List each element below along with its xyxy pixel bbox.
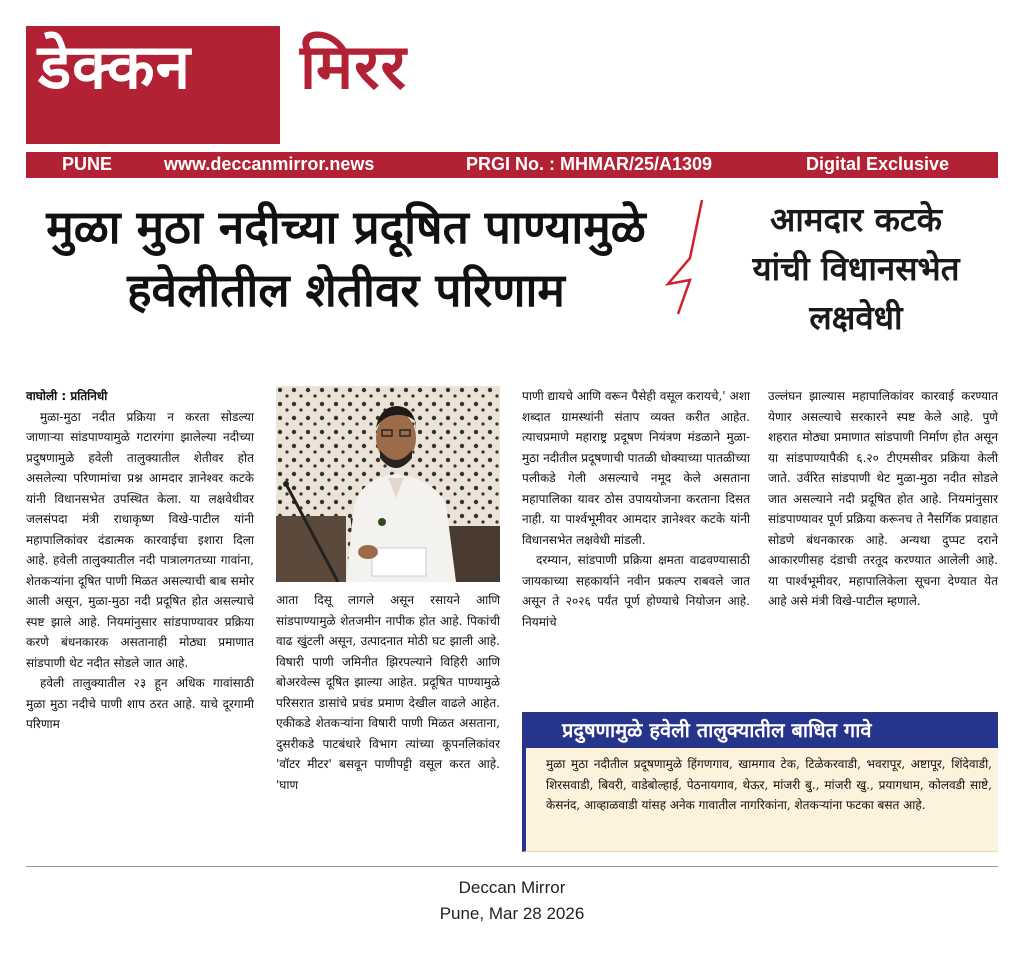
- footer-publication: Deccan Mirror: [458, 878, 566, 897]
- headline-line-1: मुळा मुठा नदीच्या प्रदूषित पाण्यामुळे: [46, 200, 646, 254]
- masthead-title-left: डेक्कन: [38, 30, 191, 103]
- article-column-1: [26, 386, 254, 735]
- edition-tag: Digital Exclusive: [806, 154, 950, 174]
- legislator-speaking-photo: [276, 386, 500, 582]
- col2-paragraph-1: आता दिसू लागले असून रसायने आणि सांडपाण्यामुळे शेतजमीन नापीक होत आहे. पिकांची वाढ खुंटली असून, उत्पादनात मोठी घट झाली आहे. विषारी पाणी जमिनीत झिरपल्याने विहिरी आणि बोअरवेल्स दूषित झाल्या आहेत. प्रदूषित पाण्यामुळे परिसरात डासांचे प्रचंड प्रमाण देखील वाढले आहेत. एकीकडे शेतकऱ्यांना विषारी पाणी मिळत असताना, दुसरीकडे पाटबंधारे विभाग त्यांच्या कूपनलिकांवर 'वॉटर मीटर' बसवून पाणीपट्टी वसूल करत आहे. 'घाण: [276, 593, 500, 792]
- affected-villages-box: [522, 748, 998, 852]
- website-link[interactable]: www.deccanmirror.news: [164, 154, 375, 174]
- affected-villages-heading: प्रदुषणामुळे हवेली तालुक्यातील बाधित गावे: [522, 712, 998, 748]
- zigzag-divider-icon: [664, 196, 708, 316]
- col1-paragraph-1: मुळा-मुठा नदीत प्रक्रिया न करता सोडल्या जाणाऱ्या सांडपाण्यामुळे गटारगंगा झालेल्या नदीच्या प्रदुषणामुळे हवेली तालुक्यातील शेतीवर होत असलेल्या परिणामांचा प्रश्न आमदार ज्ञानेश्वर कटके यांनी विधानसभेत उपस्थित केला. या लक्षवेधीवर जलसंपदा मंत्री राधाकृष्ण विखे-पाटील यांनी महापालिकांवर दंडात्मक कारवाईचा इशारा दिला आहे. हवेली तालुक्यातील नदी पात्रालगतच्या गावांना, शेतकऱ्यांना दूषित पाणी मिळत असल्याची बाब समोर आली असून, मुळा-मुठा नदी प्रदूषित होत असल्याचे स्पष्ट झाले आहे. नियमांनुसार सांडपाण्यावर प्रक्रिया करणे बंधनकारक असतानाही मोठ्या प्रमाणात सांडपाणी थेट नदीत सोडले जात आहे.: [26, 409, 254, 670]
- byline: वाघोली : प्रतिनिधी: [26, 389, 108, 403]
- col1-paragraph-2: हवेली तालुक्यातील २३ हून अधिक गावांसाठी मुळा मुठा नदीचे पाणी शाप ठरत आहे. याचे दूरगामी परिणाम: [26, 676, 254, 731]
- subheadline: [708, 196, 1004, 342]
- footer-dateline: Pune, Mar 28 2026: [439, 904, 585, 923]
- col3-paragraph-1: पाणी द्यायचे आणि वरून पैसेही वसूल करायचे,' अशा शब्दात ग्रामस्थांनी संताप व्यक्त करीत आहेत. त्याचप्रमाणे महाराष्ट्र प्रदूषण नियंत्रण मंडळाने मुळा-मुठा नदीतील प्रदूषणाची पातळी धोक्याच्या पातळीच्या पलीकडे गेली असल्याचे नमूद केले असताना महापालिका यावर ठोस उपाययोजना करताना दिसत नाही. या पार्श्वभूमीवर आमदार ज्ञानेश्वर कटके यांनी विधानसभेत लक्षवेधी मांडली.: [522, 389, 750, 547]
- masthead-title-right: मिरर: [300, 30, 407, 103]
- subhead-line-3: लक्षवेधी: [809, 297, 903, 337]
- prgi-number: PRGI No. : MHMAR/25/A1309: [466, 154, 713, 174]
- article-column-3: [522, 386, 750, 632]
- article-column-2: [276, 590, 500, 795]
- subhead-line-2: यांची विधानसभेत: [752, 248, 960, 288]
- masthead-info-strip: [26, 152, 998, 178]
- city-label: PUNE: [62, 154, 113, 174]
- article-column-4: [768, 386, 998, 612]
- subhead-line-1: आमदार कटके: [770, 200, 942, 239]
- col4-paragraph-1: उल्लंघन झाल्यास महापालिकांवर कारवाई करण्यात येणार असल्याचे सरकारने स्पष्ट केले आहे. पुणे शहरात मोठ्या प्रमाणात सांडपाणी निर्माण होत असून या सांडपाण्यापैकी ६.२० टीएमसीवर प्रक्रिया केली जाते. उर्वरित सांडपाणी थेट मुळा-मुठा नदीत सोडले जात असल्याने नदी प्रदूषित होत आहे. नियमांनुसार सांडपाण्यावर पूर्ण प्रक्रिया करूनच ते नैसर्गिक प्रवाहात सोडणे बंधनकारक आहे. अन्यथा दुप्पट दराने आकारणीसह दंडाची तरतूद करण्यात आलेली आहे. या पार्श्वभूमीवर, महापालिकेला सूचना देण्यात येत आहे असे मंत्री विखे-पाटील म्हणाले.: [768, 389, 998, 608]
- col3-paragraph-2: दरम्यान, सांडपाणी प्रक्रिया क्षमता वाढवण्यासाठी जायकाच्या सहकार्याने नवीन प्रकल्प राबवले जात असून ते २०२६ पर्यंत पूर्ण होण्याचे नियोजन आहे. नियमांचे: [522, 553, 750, 629]
- affected-villages-text: मुळा मुठा नदीतील प्रदूषणामुळे हिंगणगाव, खामगाव टेक, टिळेकरवाडी, भवरापूर, अष्टापूर, शिंदेवाडी, शिरसवाडी, बिवरी, वाडेबोल्हाई, पेठनायगाव, थेऊर, मांजरी बु., मांजरी खु., प्रयागधाम, कोलवडी साष्टे, केसनंद, आव्हाळवाडी यांसह अनेक गावातील नागरिकांना, शेतकऱ्यांना फटका बसत आहे.: [546, 757, 992, 812]
- main-headline: [26, 196, 666, 323]
- headline-line-2: हवेलीतील शेतीवर परिणाम: [127, 263, 565, 318]
- footer-divider: [26, 866, 998, 867]
